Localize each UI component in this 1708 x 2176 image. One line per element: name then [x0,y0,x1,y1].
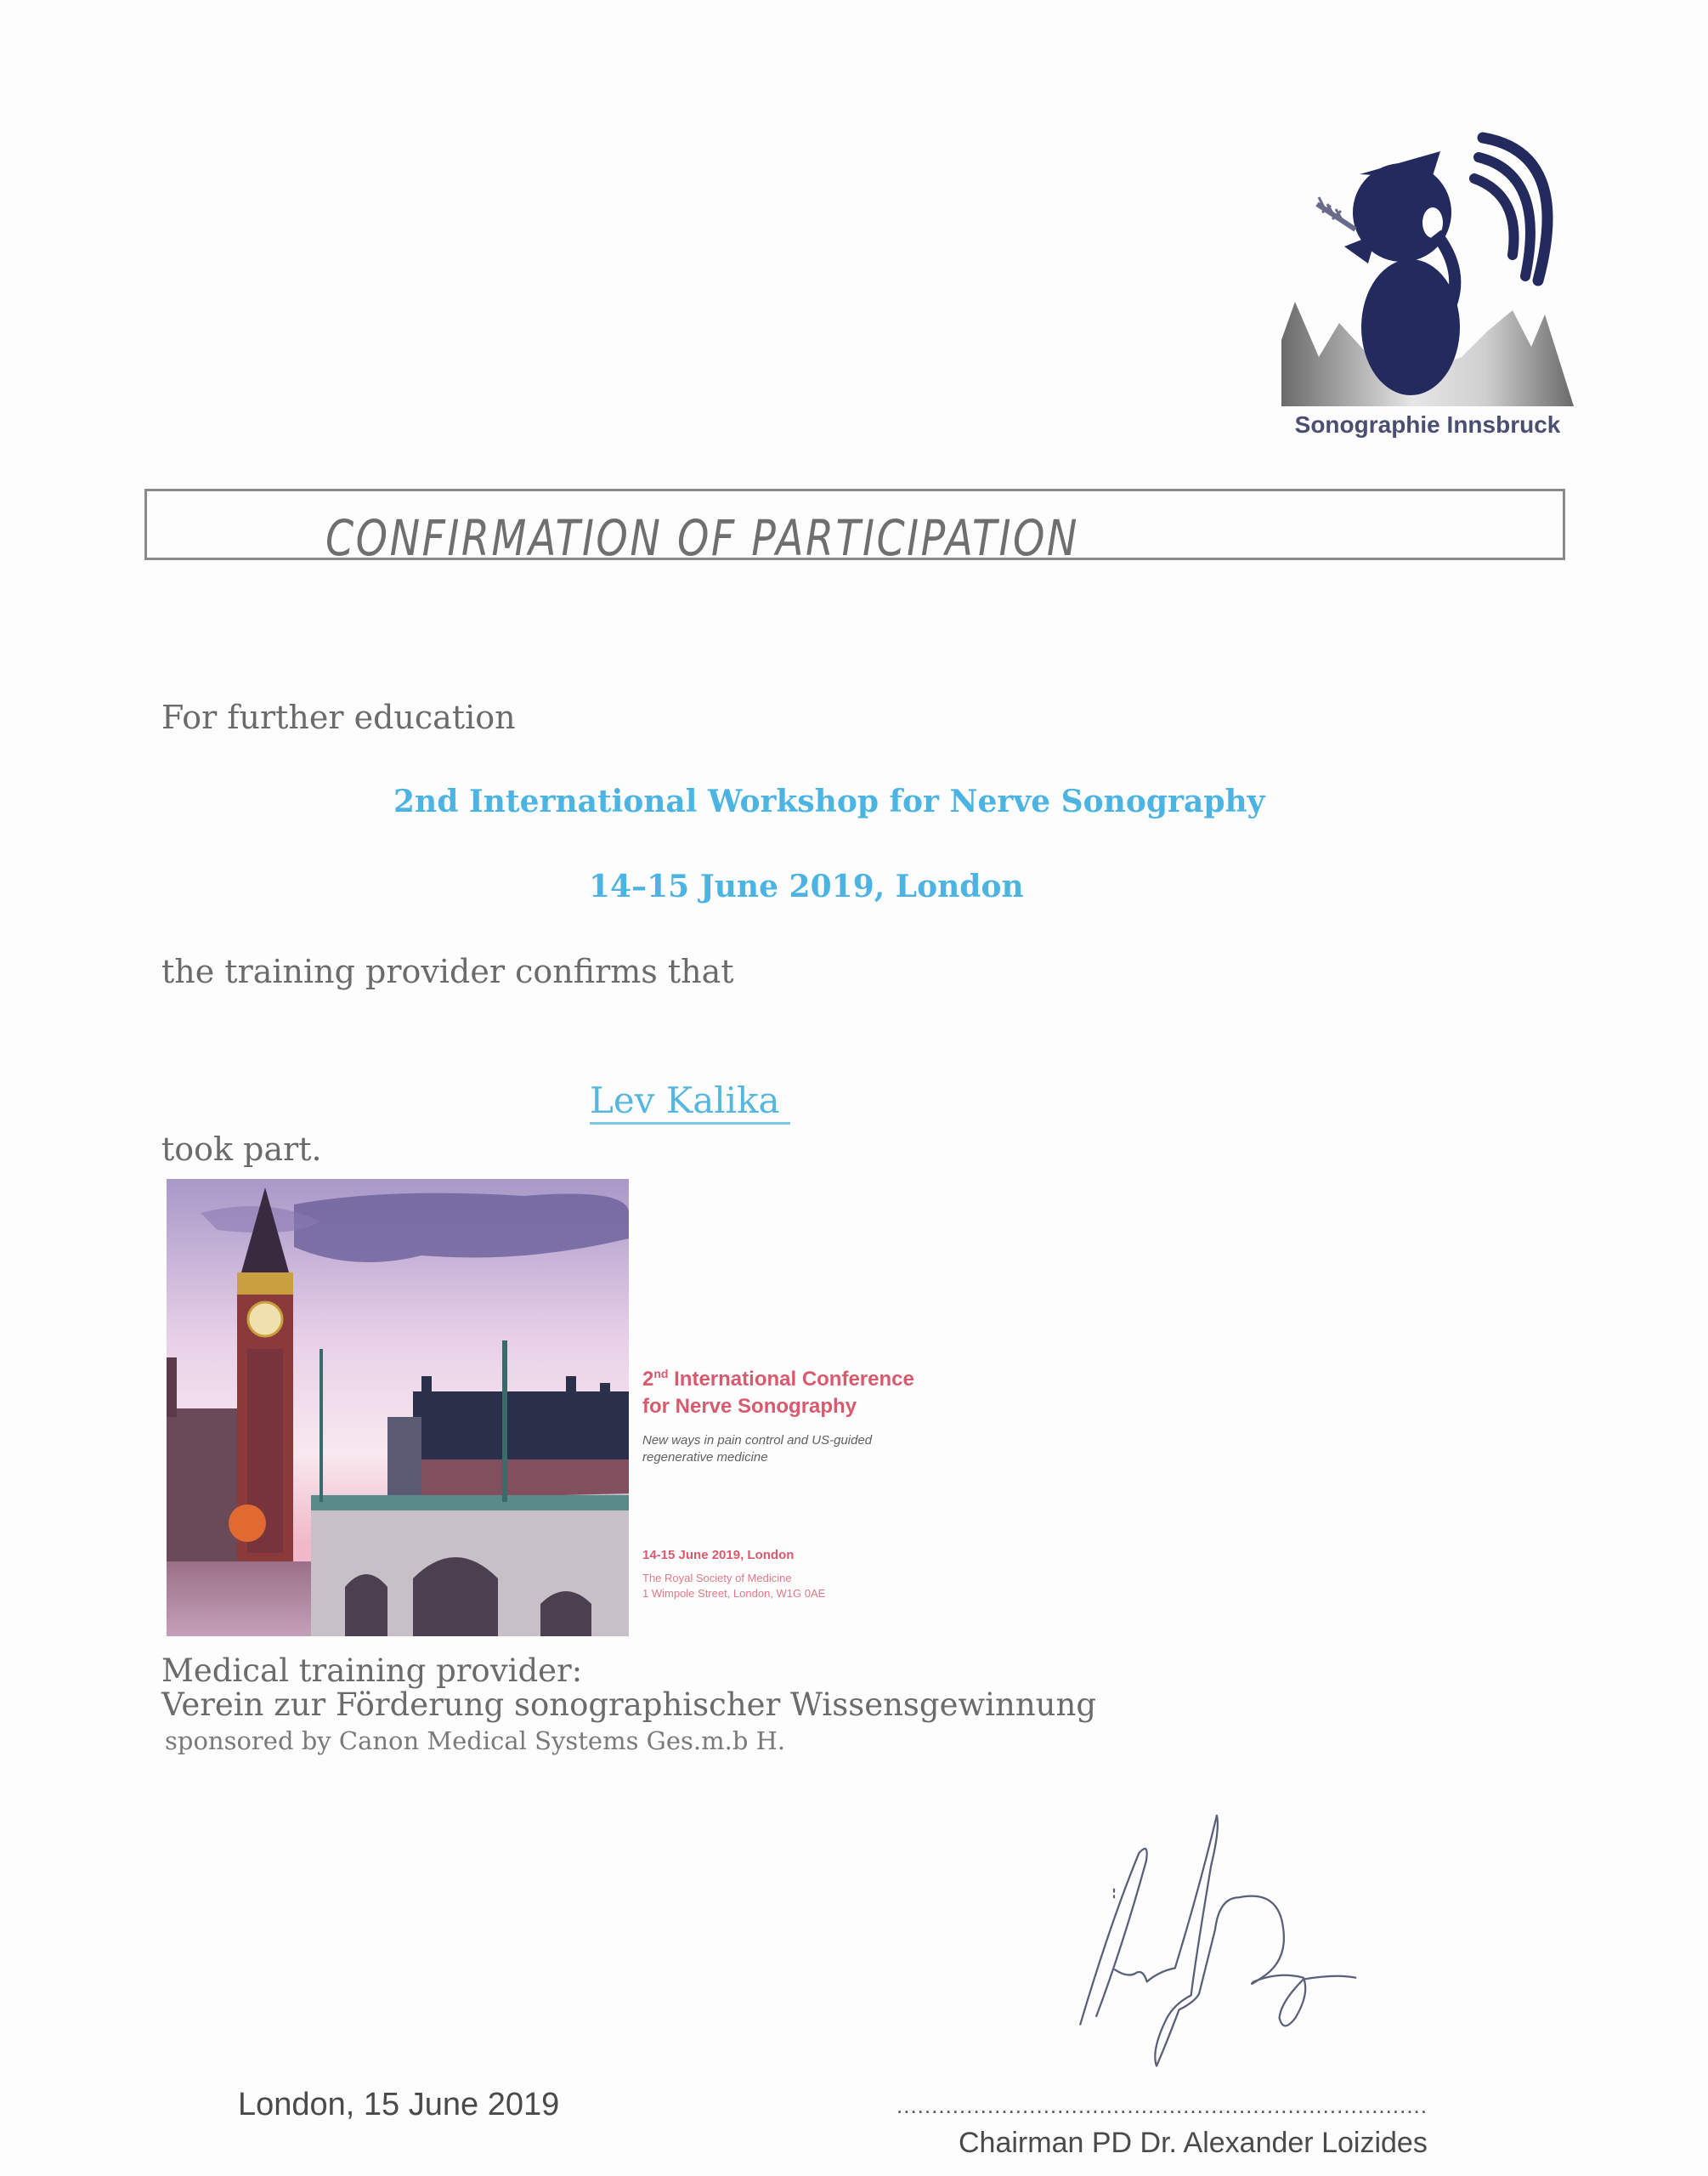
logo-text: Sonographie Innsbruck [1294,411,1561,438]
flyer-subtitle-line2: regenerative medicine [642,1450,768,1465]
flyer-date: 14-15 June 2019, London [642,1548,795,1562]
london-big-ben-westminster-bridge-photo [167,1179,629,1636]
sonographie-innsbruck-logo [1266,128,1589,450]
sound-wave-icon [1479,157,1530,276]
flyer-title-line2: for Nerve Sonography [642,1395,857,1418]
signatory-name: Chairman PD Dr. Alexander Loizides [959,2127,1428,2159]
provider-label: Medical training provider: [161,1652,583,1689]
flyer-street: 1 Wimpole Street, London, W1G 0AE [642,1587,826,1600]
title-box [144,489,1565,567]
signature-line: ............................................................................ [896,2093,1428,2118]
flyer-title-line1: International Conference [668,1368,914,1391]
flyer-title-ordinal: nd [653,1367,669,1380]
sound-wave-icon [1474,178,1514,255]
figure-hat-brim [1360,151,1440,178]
event-date-place: 14–15 June 2019, London [589,869,1024,904]
flyer-address [642,1571,825,1601]
flyer-venue: The Royal Society of Medicine [642,1572,792,1584]
sponsor-text: sponsored by Canon Medical Systems Ges.m.b H. [165,1726,786,1755]
event-name: 2nd International Workshop for Nerve Sonography [393,784,1265,819]
flyer-subtitle-line1: New ways in pain control and US-guided [642,1433,873,1448]
logo-icon [1266,128,1589,408]
signature-icon [1045,1785,1385,2074]
flyer-subtitle [642,1432,872,1466]
intro-text: For further education [161,699,516,736]
provider-name: Verein zur Förderung sonographischer Wissensgewinnung [161,1686,1097,1723]
handwritten-signature [1045,1785,1385,2074]
place-date: London, 15 June 2019 [238,2087,560,2122]
figure-body [1361,259,1460,395]
document-title: CONFIRMATION OF PARTICIPATION [325,509,1079,567]
participant-name: Lev Kalika [590,1080,790,1125]
took-part-text: took part. [161,1130,322,1168]
flyer-title [642,1360,914,1420]
flyer-title-number: 2 [642,1368,654,1391]
london-photo [167,1179,629,1636]
confirm-text: the training provider confirms that [161,953,734,990]
